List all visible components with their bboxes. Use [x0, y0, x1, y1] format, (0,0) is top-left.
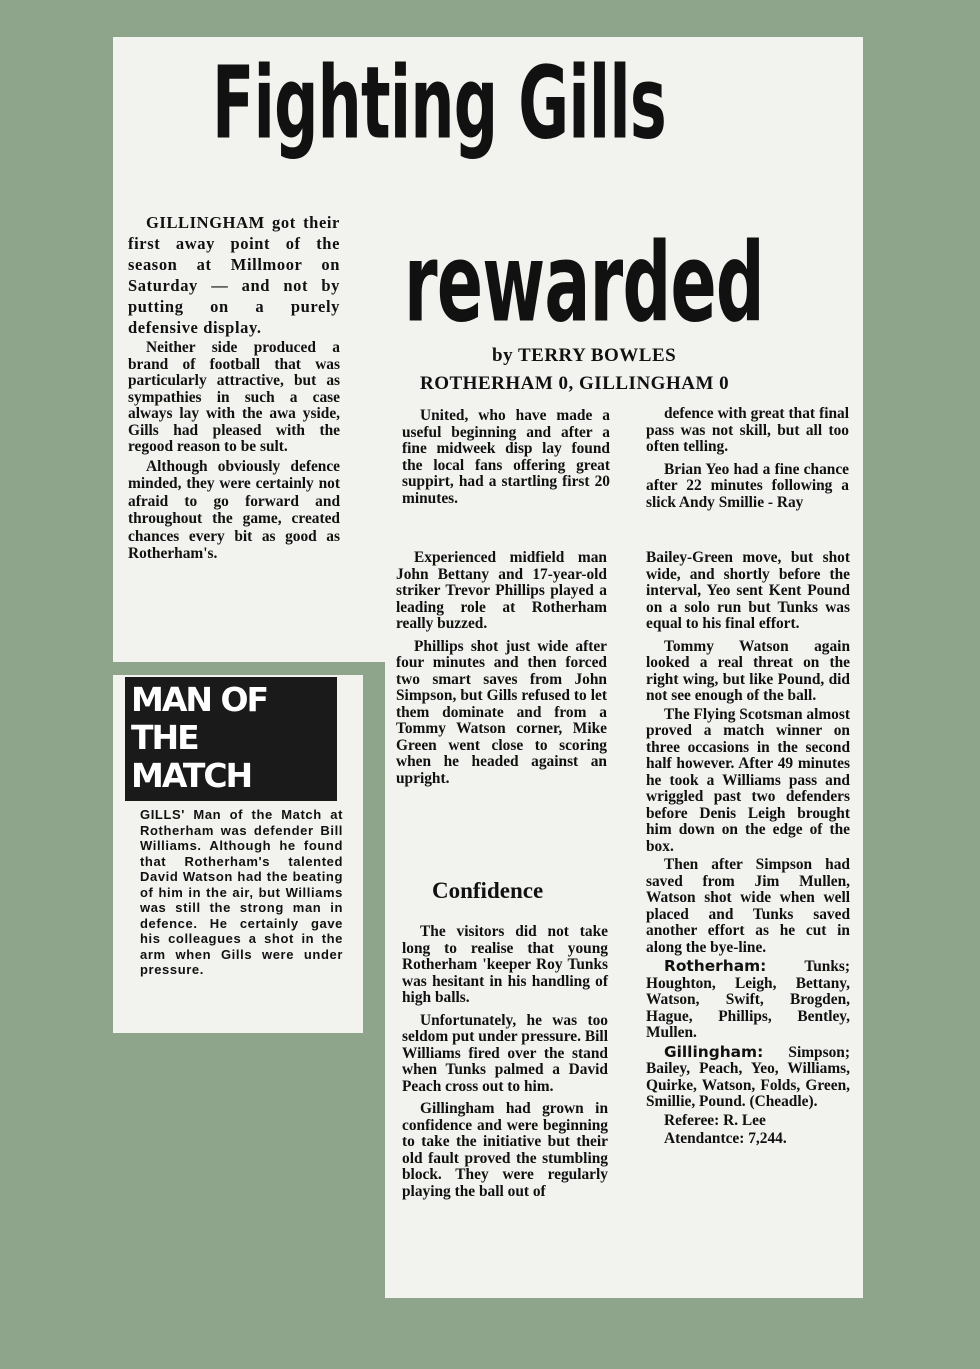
middle-bottom-paragraph-3: The visitors did not take long to realise that young Rotherham 'keeper Roy Tunks was hesitant in his handling of high balls. [402, 923, 608, 1006]
middle-bottom-column [396, 550, 607, 787]
right-bottom-paragraph-1: Bailey-Green move, but shot wide, and shortly before the interval, Yeo sent Kent Pound on a solo run but Tunks was equal to his final effort. [646, 549, 850, 632]
headline-line-2: rewarded [404, 220, 764, 347]
middle-top-column [402, 408, 610, 507]
middle-bottom-paragraph-2: Phillips shot just wide after four minutes and then forced two smart saves from John Simpson, but Gills refused to let them dominate and from a Tommy Watson corner, Mike Green went close to scoring when he headed against an upright. [396, 637, 607, 787]
left-column [128, 212, 340, 563]
motm-title-line-1: MAN OF [131, 680, 268, 719]
byline-author: by TERRY BOWLES [492, 345, 677, 366]
left-paragraph-3: Although obviously defence minded, they were certainly not afraid to go forward and throughout the game, created chances every bit as good as Rotherham's. [128, 457, 340, 562]
attendance-line: Atendantce: 7,244. [664, 1130, 787, 1147]
left-paragraph-1: GILLINGHAM got their first away point of the season at Millmoor on Saturday — and not by putting on a purely defensive display. [128, 213, 340, 337]
team-label-gillingham: Gillingham: [664, 1042, 764, 1061]
team-players-gillingham: Simpson; Bailey, Peach, Yeo, Williams, Quirke, Watson, Folds, Green, Smillie, Pound. (Cheadle). [646, 1043, 850, 1110]
right-bottom-paragraph-2: Tommy Watson again looked a real threat on the right wing, but like Pound, did not see enough of the ball. [646, 637, 850, 704]
right-bottom-paragraph-4: Then after Simpson had saved from Jim Mullen, Watson shot wide when well placed and Tunks saved another effort as he cut in along the bye-line. [646, 856, 850, 956]
right-bottom-paragraph-3: The Flying Scotsman almost proved a match winner on three occasions in the second half however. After 49 minutes he took a Williams pass and wriggled past two defenders before Denis Leigh brought him down on the edge of the box. [646, 705, 850, 855]
headline-line-1: Fighting Gills [212, 46, 666, 162]
motm-title-line-2: THE [131, 718, 198, 757]
middle-bottom-paragraph-5: Gillingham had grown in confidence and were beginning to take the initiative but their old fault proved the stumbling block. They were regularly playing the ball out of [402, 1100, 608, 1200]
right-top-paragraph-2: Brian Yeo had a fine chance after 22 minutes following a slick Andy Smillie - Ray [646, 460, 849, 511]
middle-top-paragraph-1: United, who have made a useful beginning and after a fine midweek disp lay found the local fans offering great suppirt, had a startling first 20 minutes. [402, 407, 610, 507]
middle-bottom-column-continued [402, 924, 608, 1200]
team-line-rotherham [646, 958, 850, 1042]
left-paragraph-2: Neither side produced a brand of football that was particularly attractive, but as sympathies in such a case always lay with the awa yside, Gills had pleased with the regood reason to be sult. [128, 339, 340, 455]
middle-bottom-paragraph-4: Unfortunately, he was too seldom put under pressure. Bill Williams fired over the stand when Tunks palmed a David Peach cross out to him. [402, 1011, 608, 1095]
team-label-rotherham: Rotherham: [664, 957, 767, 975]
score-line: ROTHERHAM 0, GILLINGHAM 0 [420, 373, 730, 394]
team-line-gillingham [646, 1044, 850, 1111]
motm-title-box [125, 677, 337, 801]
referee-line: Referee: R. Lee [664, 1111, 766, 1129]
motm-title-line-3: MATCH [131, 756, 252, 795]
right-top-column [646, 406, 849, 511]
right-bottom-column [646, 550, 850, 1148]
right-top-paragraph-1: defence with great that final pass was not skill, but all too often telling. [646, 405, 849, 455]
motm-text: GILLS' Man of the Match at Rotherham was defender Bill Williams. Although he found that Rotherham's talented David Watson had the beating of him in the air, but Williams was still the strong man in defence. He certainly gave his colleagues a shot in the arm when Gills were under pressure. [140, 807, 343, 977]
middle-bottom-paragraph-1: Experienced midfield man John Bettany and 17-year-old striker Trevor Phillips played a leading role at Rotherham really buzzed. [396, 549, 607, 632]
subhead-confidence: Confidence [432, 878, 544, 903]
team-players-rotherham: Tunks; Houghton, Leigh, Bettany, Watson, Swift, Brogden, Hague, Phillips, Bentley, Mullen. [646, 958, 850, 1041]
